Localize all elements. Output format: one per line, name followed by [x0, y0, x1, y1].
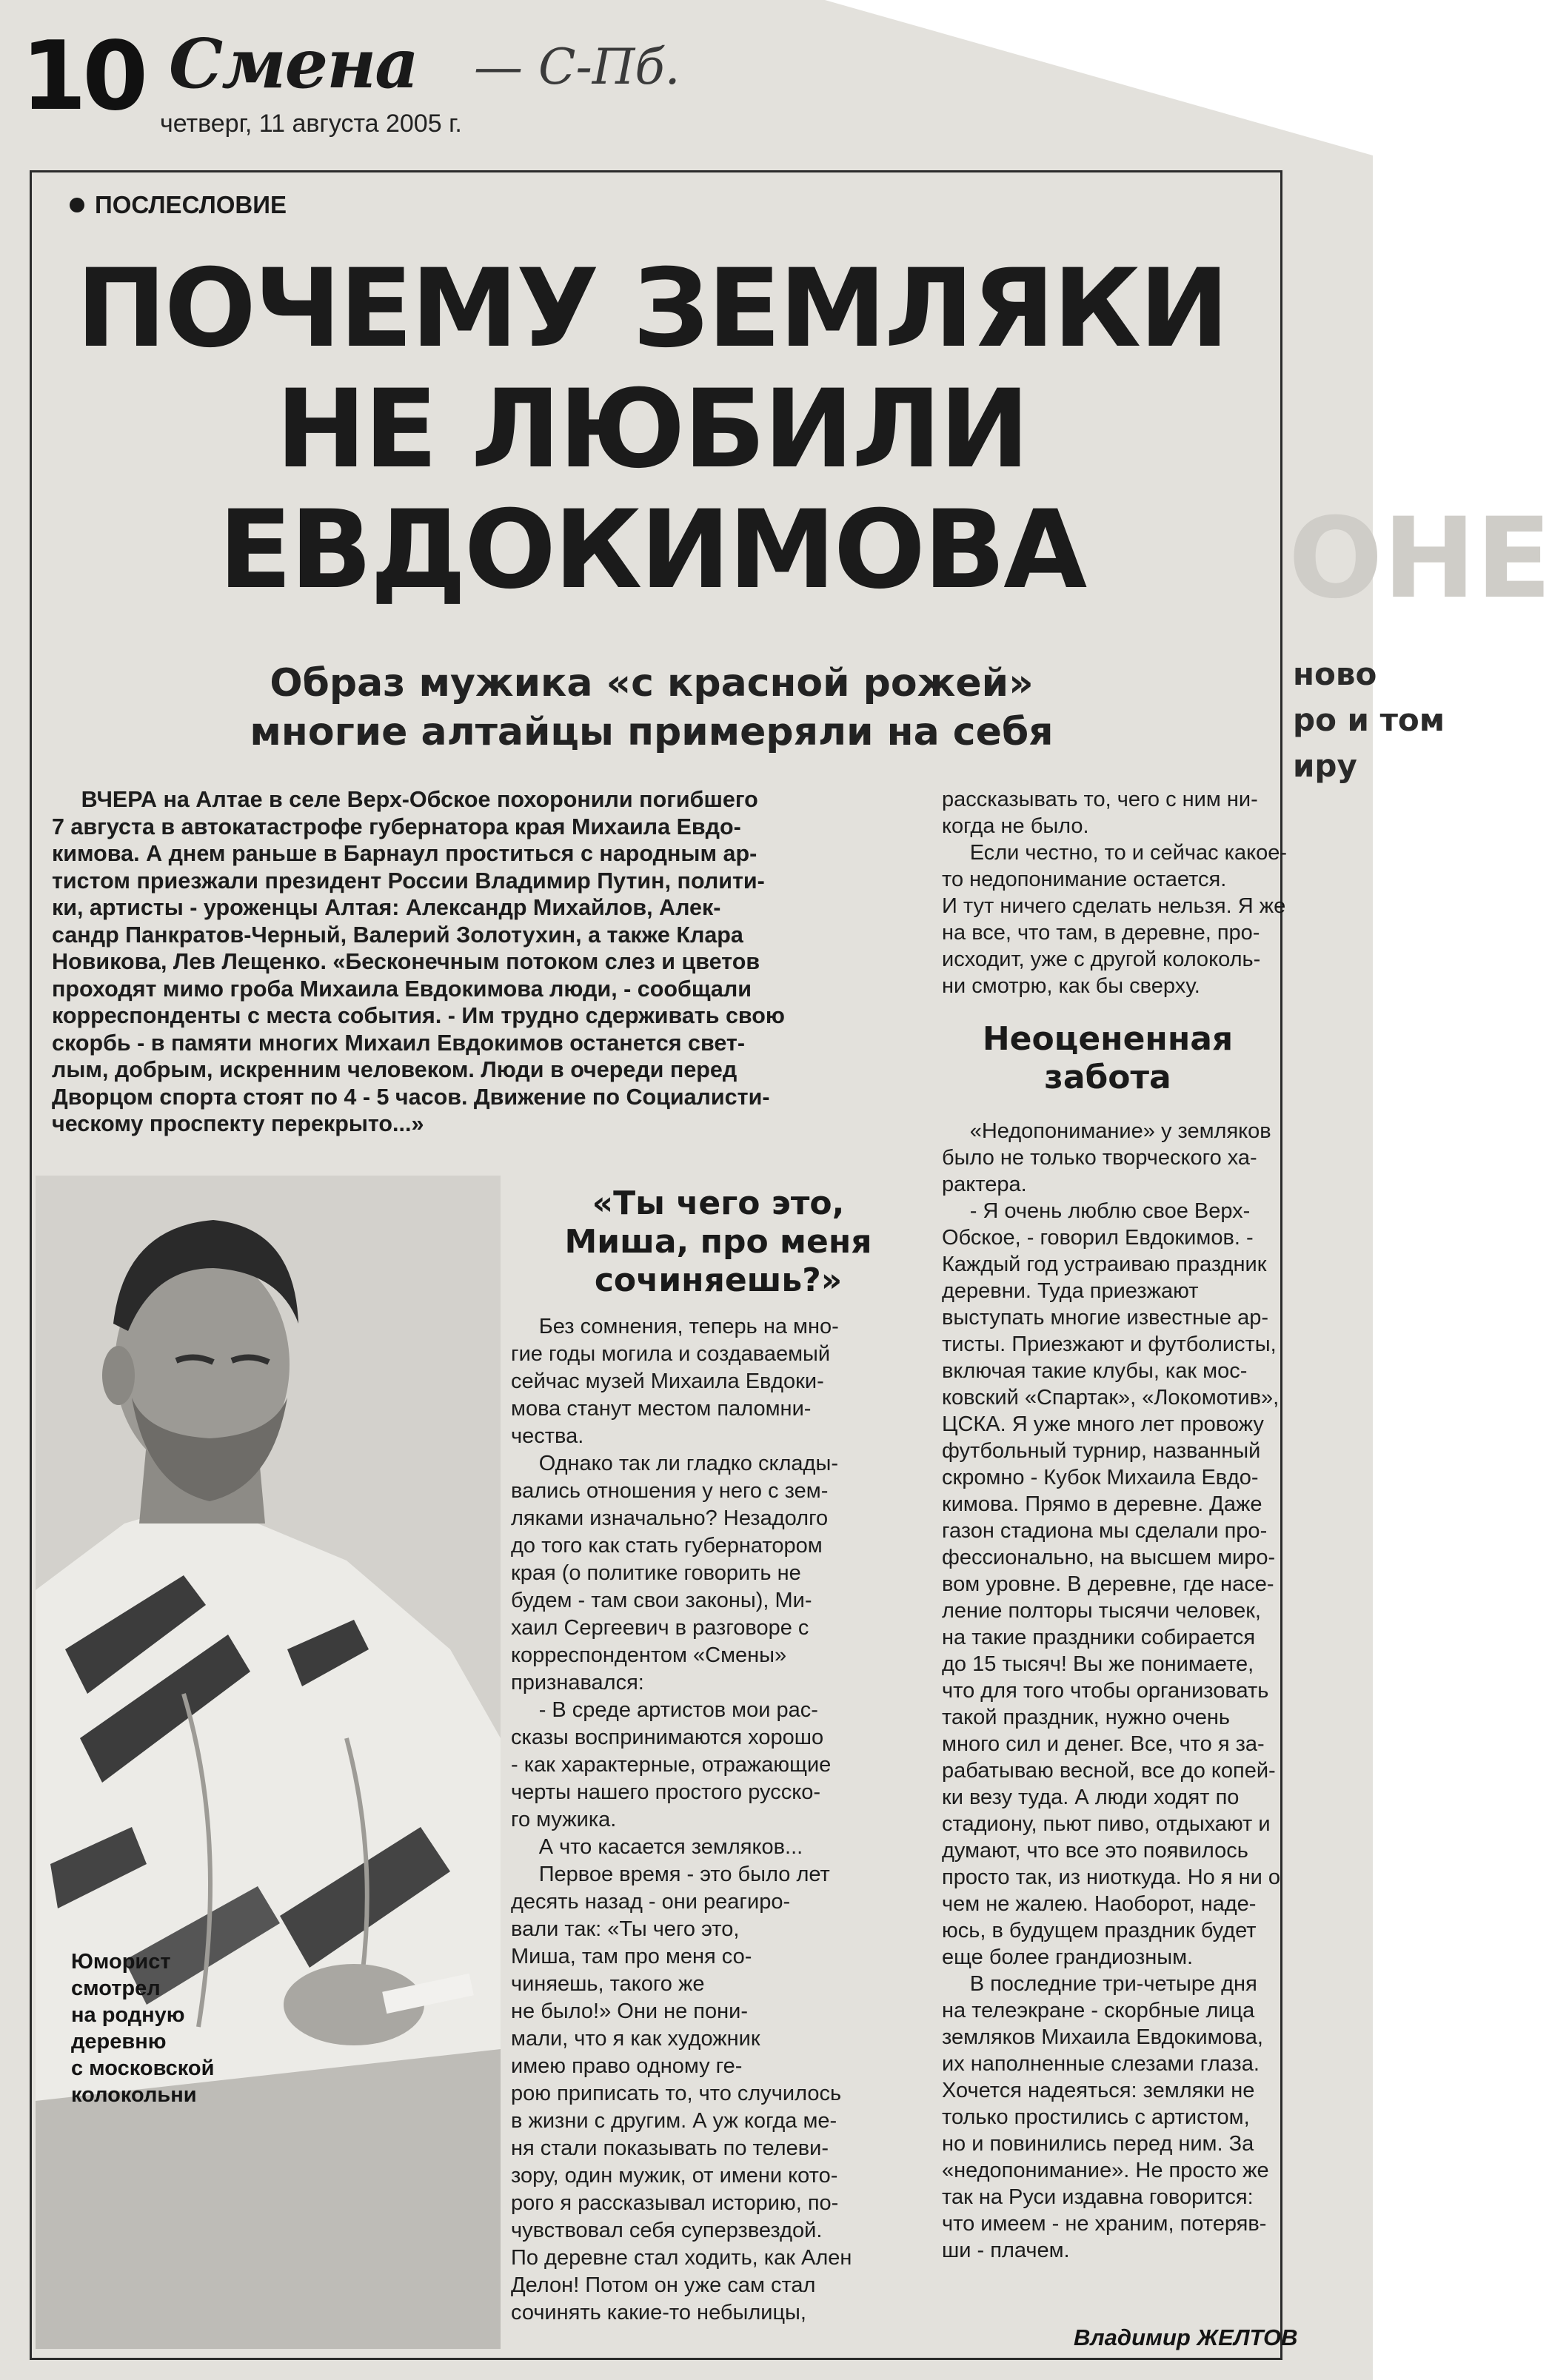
text-line: стадиону, пьют пиво, отдыхают и	[942, 1812, 1271, 1836]
text-line: сейчас музей Михаила Евдоки-	[511, 1370, 824, 1393]
text-line: черты нашего простого русско-	[511, 1780, 821, 1804]
text-line: сказы воспринимаются хорошо	[511, 1726, 824, 1749]
column-right	[942, 786, 1288, 2264]
text-line: ни смотрю, как бы сверху.	[942, 974, 1200, 998]
lead-line: лым, добрым, искренним человеком. Люди в очереди перед	[52, 1057, 737, 1082]
text-line: газон стадиона мы сделали про-	[942, 1519, 1268, 1543]
newspaper-masthead: Смена	[169, 24, 418, 104]
lead-line: проходят мимо гроба Михаила Евдокимова люди, - сообщали	[52, 976, 752, 1002]
text-line: имею право одному ге-	[511, 2054, 743, 2078]
section-text	[942, 786, 1288, 999]
text-line: много сил и денег. Все, что я за-	[942, 1732, 1265, 1756]
text-line: включая такие клубы, как мос-	[942, 1359, 1248, 1383]
text-line: исходит, уже с другой колоколь-	[942, 948, 1261, 971]
text-line: рого я рассказывал историю, по-	[511, 2191, 839, 2215]
adjacent-fragment: иру	[1293, 748, 1357, 784]
text-line: кимова. Прямо в деревне. Даже	[942, 1492, 1262, 1516]
section-title-line: Неоцененная	[982, 1020, 1234, 1058]
headline-line: ПОЧЕМУ ЗЕМЛЯКИ	[76, 246, 1228, 372]
text-line: ковский «Спартак», «Локомотив»,	[942, 1386, 1280, 1409]
text-line: хаил Сергеевич в разговоре с	[511, 1616, 809, 1640]
text-line: чувствовал себя суперзвездой.	[511, 2219, 823, 2242]
lead-line: кимова. А днем раньше в Барнаул проститься с народным ар-	[52, 841, 757, 866]
text-line: Однако так ли гладко склады-	[538, 1452, 838, 1475]
text-line: ня стали показывать по телеви-	[511, 2136, 829, 2160]
section-title-line: Миша, про меня	[564, 1223, 872, 1261]
subheadline	[44, 659, 1259, 757]
text-line: на телеэкране - скорбные лица	[942, 1999, 1255, 2022]
rubric-label: ПОСЛЕСЛОВИЕ	[95, 191, 287, 218]
section-title	[511, 1184, 926, 1300]
lead-line: Дворцом спорта стоят по 4 - 5 часов. Движение по Социалисти-	[52, 1084, 770, 1110]
text-line: рою приписать то, что случилось	[511, 2082, 842, 2105]
text-line: не было!» Они не пони-	[511, 1999, 749, 2023]
text-line: чества.	[511, 1424, 584, 1448]
lead-line: Новикова, Лев Лещенко. «Бесконечным потоком слез и цветов	[52, 949, 760, 974]
text-line: на все, что там, в деревне, про-	[942, 921, 1260, 945]
handwritten-note: — С-Пб.	[474, 38, 680, 95]
text-line: мали, что я как художник	[511, 2027, 760, 2051]
text-line: - как характерные, отражающие	[511, 1753, 832, 1777]
text-line: только простились с артистом,	[942, 2105, 1250, 2129]
text-line: тисты. Приезжают и футболисты,	[942, 1333, 1277, 1356]
text-line: когда не было.	[942, 814, 1089, 838]
caption-line: с московской	[71, 2056, 215, 2080]
text-line: ление полторы тысячи человек,	[942, 1599, 1261, 1623]
column-middle	[511, 1184, 926, 2327]
photo-caption	[71, 1948, 293, 2108]
section-title	[942, 1020, 1274, 1097]
text-line: их наполненные слезами глаза.	[942, 2052, 1260, 2076]
text-line: вом уровне. В деревне, где насе-	[942, 1572, 1274, 1596]
text-line: так на Руси издавна говорится:	[942, 2185, 1254, 2209]
text-line: - В среде артистов мои рас-	[538, 1698, 818, 1722]
text-line: рактера.	[942, 1173, 1027, 1196]
text-line: скромно - Кубок Михаила Евдо-	[942, 1466, 1259, 1489]
text-line: ки везу туда. А люди ходят по	[942, 1786, 1240, 1809]
text-line: футбольный турнир, названный	[942, 1439, 1261, 1463]
text-line: ляками изначально? Незадолго	[511, 1506, 829, 1530]
adjacent-fragment: ОНЕ	[1288, 495, 1552, 623]
adjacent-article-strip	[1288, 148, 1552, 999]
text-line: зору, один мужик, от имени кото-	[511, 2164, 838, 2188]
text-line: до того как стать губернатором	[511, 1534, 823, 1558]
caption-line: Юморист	[71, 1950, 171, 1974]
text-line: думают, что все это появилось	[942, 1839, 1248, 1863]
text-line: выступать многие известные ар-	[942, 1306, 1268, 1330]
rubric	[70, 191, 287, 219]
headline-line: НЕ ЛЮБИЛИ	[275, 366, 1028, 492]
text-line: Без сомнения, теперь на мно-	[538, 1315, 839, 1338]
caption-line: на родную	[71, 2003, 185, 2027]
lead-line: ки, артисты - уроженцы Алтая: Александр Михайлов, Алек-	[52, 895, 721, 920]
text-line: признавался:	[511, 1671, 644, 1695]
text-line: сочинять какие-то небылицы,	[511, 2301, 806, 2324]
text-line: вали так: «Ты чего это,	[511, 1917, 740, 1941]
text-line: го мужика.	[511, 1808, 617, 1831]
caption-line: колокольни	[71, 2083, 197, 2107]
lead-line: ческому проспекту перекрыто...»	[52, 1111, 424, 1136]
subheadline-line: многие алтайцы примеряли на себя	[250, 710, 1054, 754]
text-line: По деревне стал ходить, как Ален	[511, 2246, 852, 2270]
adjacent-fragment: ново	[1293, 656, 1377, 692]
text-line: гие годы могила и создаваемый	[511, 1342, 831, 1366]
section-text	[942, 1118, 1281, 2264]
text-line: земляков Михаила Евдокимова,	[942, 2025, 1263, 2049]
text-line: фессионально, на высшем миро-	[942, 1546, 1276, 1569]
caption-line: деревню	[71, 2030, 167, 2054]
text-line: но и повинились перед ним. За	[942, 2132, 1254, 2156]
torn-corner	[825, 0, 1373, 155]
text-line: Хочется надеяться: земляки не	[942, 2079, 1255, 2102]
text-line: в жизни с другим. А уж когда ме-	[511, 2109, 837, 2133]
text-line: десять назад - они реагиро-	[511, 1890, 791, 1914]
headline-line: ЕВДОКИМОВА	[218, 487, 1086, 613]
section-title-line: сочиняешь?»	[594, 1261, 843, 1299]
text-line: на такие праздники собирается	[942, 1626, 1256, 1649]
text-line: что имеем - не храним, потеряв-	[942, 2212, 1267, 2236]
text-line: юсь, в будущем праздник будет	[942, 1919, 1257, 1942]
text-line: рассказывать то, чего с ним ни-	[942, 788, 1258, 811]
text-line: Делон! Потом он уже сам стал	[511, 2273, 816, 2297]
text-line: края (о политике говорить не	[511, 1561, 801, 1585]
text-line: корреспондентом «Смены»	[511, 1643, 787, 1667]
caption-line: смотрел	[71, 1977, 161, 2000]
text-line: ЦСКА. Я уже много лет провожу	[942, 1412, 1264, 1436]
text-line: - Я очень люблю свое Верх-	[969, 1199, 1251, 1223]
lead-paragraph	[52, 786, 912, 1138]
text-line: до 15 тысяч! Вы же понимаете,	[942, 1652, 1254, 1676]
text-line: рабатываю весной, все до копей-	[942, 1759, 1276, 1783]
byline: Владимир ЖЕЛТОВ	[1074, 2324, 1298, 2350]
text-line: будем - там свои законы), Ми-	[511, 1589, 812, 1612]
text-line: вались отношения у него с зем-	[511, 1479, 829, 1503]
text-line: еще более грандиозным.	[942, 1945, 1194, 1969]
bullet-icon	[70, 198, 84, 212]
section-text	[511, 1313, 926, 2327]
text-line: было не только творческого ха-	[942, 1146, 1257, 1170]
lead-line: ВЧЕРА на Алтае в селе Верх-Обское похоронили погибшего	[81, 787, 758, 812]
lead-line: сандр Панкратов-Черный, Валерий Золотухин, а также Клара	[52, 922, 743, 948]
text-line: мова станут местом паломни-	[511, 1397, 812, 1421]
text-line: ши - плачем.	[942, 2239, 1070, 2262]
text-line: Каждый год устраиваю праздник	[942, 1253, 1267, 1276]
text-line: «недопонимание». Не просто же	[942, 2159, 1269, 2182]
headline	[44, 246, 1259, 613]
lead-line: корреспонденты с места события. - Им трудно сдерживать свою	[52, 1003, 785, 1028]
issue-date: четверг, 11 августа 2005 г.	[160, 110, 462, 138]
text-line: И тут ничего сделать нельзя. Я же	[942, 894, 1286, 918]
text-line: деревни. Туда приезжают	[942, 1279, 1199, 1303]
text-line: Обское, - говорил Евдокимов. -	[942, 1226, 1254, 1250]
text-line: А что касается земляков...	[538, 1835, 803, 1859]
text-line: такой праздник, нужно очень	[942, 1706, 1231, 1729]
lead-line: тистом приезжали президент России Владимир Путин, полити-	[52, 868, 765, 894]
text-line: просто так, из ниоткуда. Но я ни о	[942, 1866, 1281, 1889]
text-line: В последние три-четыре дня	[969, 1972, 1257, 1996]
adjacent-fragment: ро и том	[1293, 702, 1445, 738]
page-number: 10	[21, 21, 144, 132]
text-line: чем не жалею. Наоборот, наде-	[942, 1892, 1257, 1916]
section-title-line: забота	[1044, 1059, 1171, 1096]
text-line: Первое время - это было лет	[538, 1863, 830, 1886]
portrait-photo	[36, 1176, 501, 2349]
section-title-line: «Ты чего это,	[592, 1184, 845, 1222]
text-line: то недопонимание остается.	[942, 868, 1227, 891]
lead-line: скорбь - в памяти многих Михаил Евдокимов останется свет-	[52, 1030, 746, 1056]
text-line: что для того чтобы организовать	[942, 1679, 1269, 1703]
text-line: Если честно, то и сейчас какое-	[969, 841, 1288, 865]
subheadline-line: Образ мужика «с красной рожей»	[270, 661, 1034, 705]
text-line: чиняешь, такого же	[511, 1972, 705, 1996]
lead-line: 7 августа в автокатастрофе губернатора края Михаила Евдо-	[52, 814, 741, 839]
text-line: Миша, там про меня со-	[511, 1945, 752, 1968]
text-line: «Недопонимание» у земляков	[969, 1119, 1271, 1143]
